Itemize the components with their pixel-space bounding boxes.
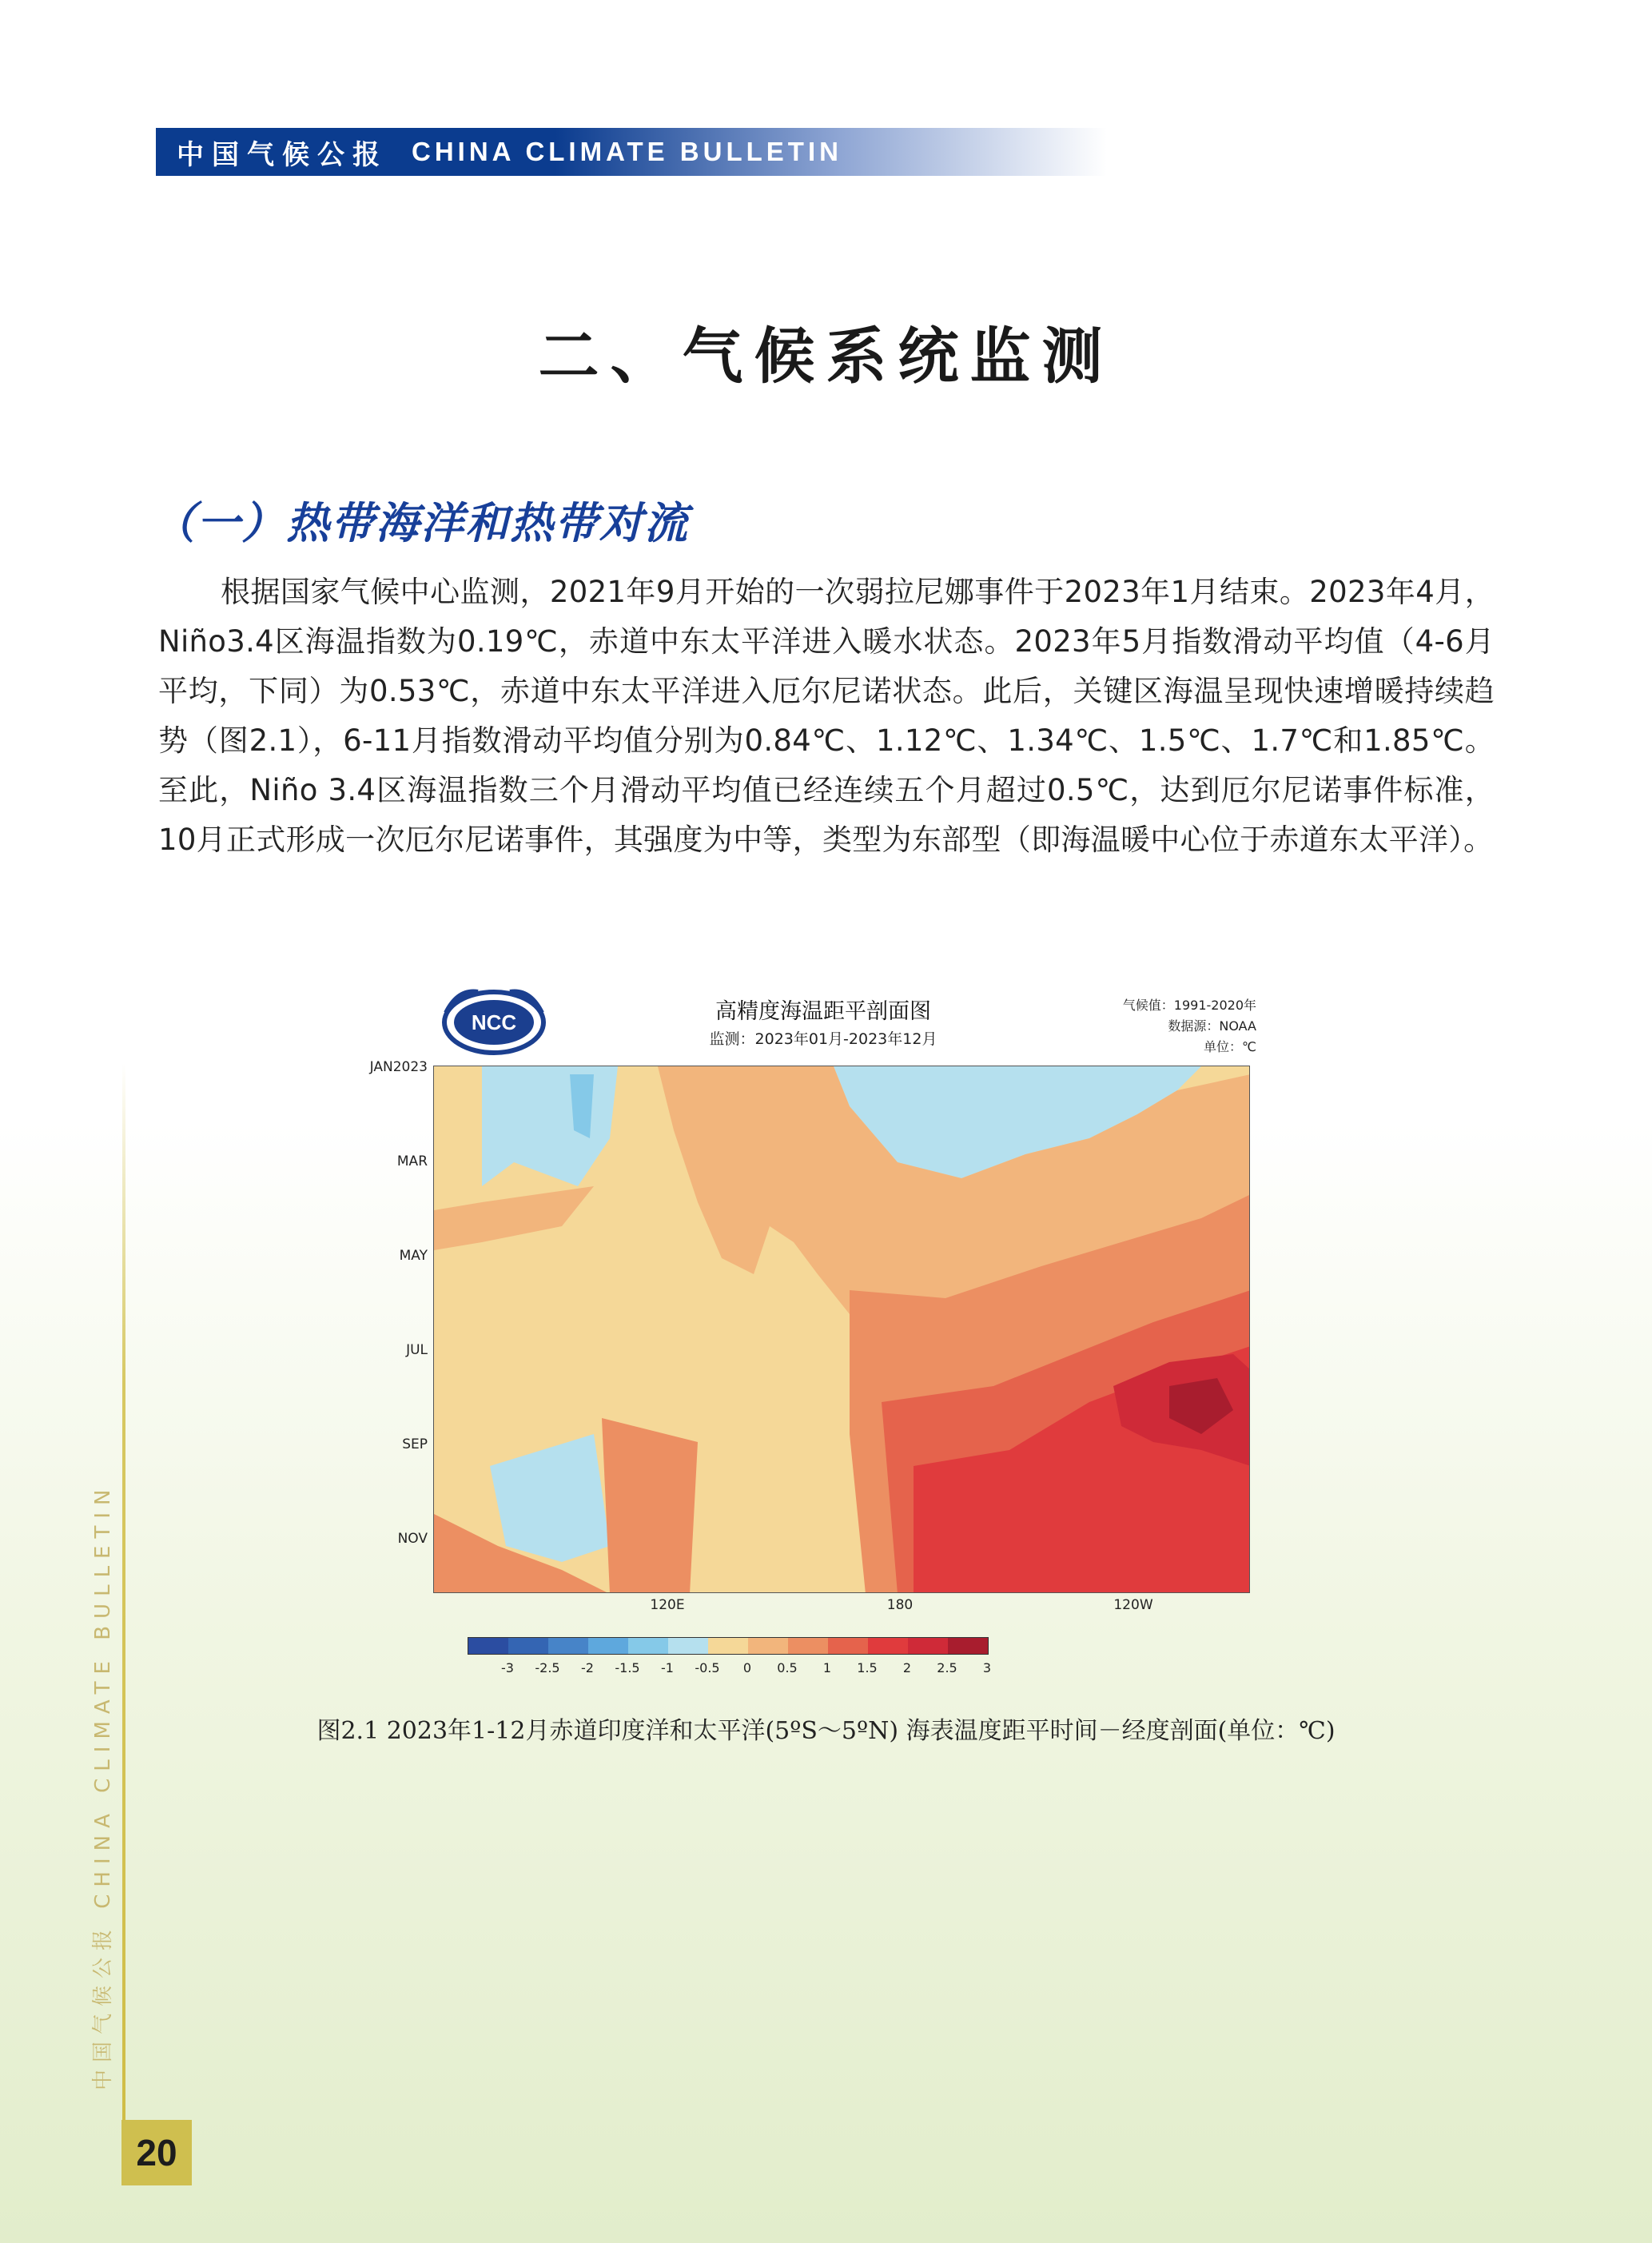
body-paragraph: 根据国家气候中心监测，2021年9月开始的一次弱拉尼娜事件于2023年1月结束。2023年4月，Niño3.4区海温指数为0.19℃，赤道中东太平洋进入暖水状态。2023年5月指数滑动平均值（4-6月平均，下同）为0.53℃，赤道中东太平洋进入厄尔尼诺状态。此后，关键区海温呈现快速增暖持续趋势（图2.1），6-11月指数滑动平均值分别为0.84℃、1.12℃、1.34℃、1.5℃、1.7℃和1.85℃。至此，Niño 3.4区海温指数三个月滑动平均值已经连续五个月超过0.5℃，达到厄尔尼诺事件标准，10月正式形成一次厄尔尼诺事件，其强度为中等，类型为东部型（即海温暖中心位于赤道东太平洋）。: [158, 575, 1495, 857]
y-tick-sep: SEP: [402, 1436, 428, 1452]
colorbar-swatch-10: [868, 1638, 908, 1654]
colorbar-swatch-1: [508, 1638, 548, 1654]
page-number: 20: [121, 2120, 192, 2185]
meta-source: 数据源：NOAA: [1168, 1018, 1256, 1034]
colorbar-swatch-6: [708, 1638, 748, 1654]
y-tick-mar: MAR: [396, 1153, 428, 1169]
colorbar-swatch-9: [828, 1638, 868, 1654]
heatmap-plot-area: [433, 1066, 1250, 1593]
header-bar: [156, 128, 1107, 176]
header-title-en: CHINA CLIMATE BULLETIN: [412, 137, 842, 166]
chapter-title: 二、气候系统监测: [538, 321, 1114, 392]
colorbar-swatch-0: [468, 1638, 508, 1654]
figure-title: 高精度海温距平剖面图: [715, 999, 931, 1024]
sst-anomaly-figure: [336, 979, 1311, 1675]
figure-caption: 图2.1 2023年1-12月赤道印度洋和太平洋(5ºS～5ºN) 海表温度距平时间－经度剖面(单位：℃): [316, 1717, 1336, 1745]
y-tick-nov: NOV: [397, 1531, 428, 1547]
colorbar-label: 2: [902, 1660, 912, 1675]
x-tick-180: 180: [886, 1597, 914, 1613]
section-title: （一）热带海洋和热带对流: [152, 498, 689, 548]
colorbar-swatch-12: [948, 1638, 988, 1654]
colorbar-label: 1: [822, 1660, 832, 1675]
header-title-cn: 中国气候公报: [177, 138, 388, 171]
colorbar-swatch-7: [748, 1638, 788, 1654]
colorbar-swatch-3: [588, 1638, 628, 1654]
colorbar-swatch-2: [548, 1638, 588, 1654]
colorbar-label: 0: [742, 1660, 752, 1675]
colorbar-label: -1: [661, 1660, 674, 1675]
x-tick-120w: 120W: [1113, 1597, 1153, 1613]
colorbar-swatch-8: [788, 1638, 828, 1654]
colorbar-swatch-11: [908, 1638, 948, 1654]
colorbar-label: -1.5: [615, 1660, 640, 1675]
colorbar-label: 3: [982, 1660, 992, 1675]
colorbar-label: -0.5: [695, 1660, 720, 1675]
colorbar-label: -3: [501, 1660, 514, 1675]
colorbar-swatch-5: [668, 1638, 708, 1654]
side-vertical-text: 中国气候公报 CHINA CLIMATE BULLETIN: [91, 1482, 115, 2090]
logo-text: NCC: [471, 1010, 517, 1034]
field-lower-west-warm: [602, 1418, 698, 1593]
figure-subtitle: 监测：2023年01月-2023年12月: [709, 1030, 937, 1048]
x-tick-120e: 120E: [650, 1597, 685, 1613]
y-tick-may: MAY: [399, 1248, 428, 1264]
meta-climatology: 气候值：1991-2020年: [1122, 998, 1256, 1013]
y-tick-jul: JUL: [406, 1342, 428, 1358]
colorbar-swatch-4: [628, 1638, 668, 1654]
figure-meta: [1123, 995, 1256, 1058]
colorbar: [468, 1637, 989, 1655]
meta-unit: 单位：℃: [1204, 1039, 1256, 1054]
y-tick-jan: JAN2023: [369, 1059, 428, 1075]
heatmap-svg: [434, 1066, 1250, 1593]
colorbar-label: 2.5: [937, 1660, 957, 1675]
colorbar-label: -2: [581, 1660, 594, 1675]
colorbar-label: 0.5: [777, 1660, 798, 1675]
colorbar-label: 1.5: [857, 1660, 878, 1675]
colorbar-label: -2.5: [535, 1660, 560, 1675]
side-rule: [122, 1063, 125, 2134]
